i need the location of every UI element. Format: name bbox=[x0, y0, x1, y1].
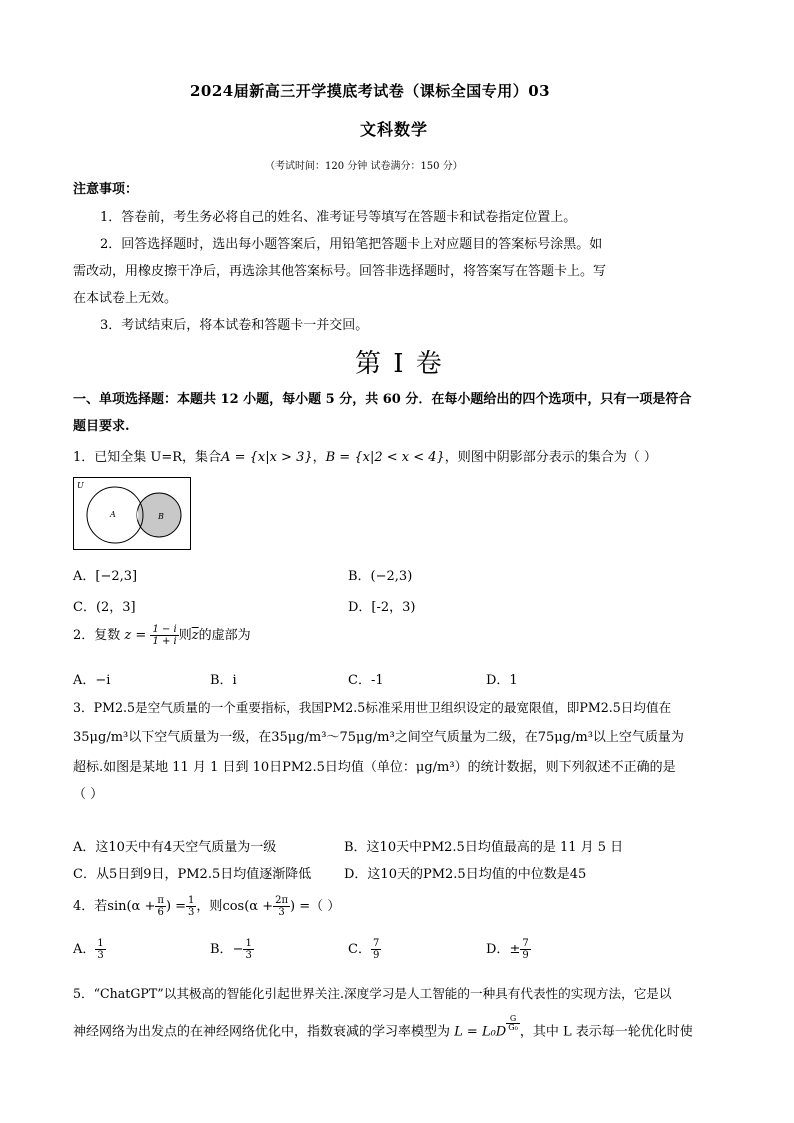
q4-text: 4．若 bbox=[73, 899, 108, 914]
notice-item: 在本试卷上无效。 bbox=[73, 291, 178, 306]
q3-line: 超标.如图是某地 11 月 1 日到 10日PM2.5日均值（单位：μg/m³）的统计数据，则下列叙述不正确的是 bbox=[73, 760, 676, 775]
q4-option-letter: B． bbox=[210, 942, 233, 957]
q3-option-a: A．这10天中有4天空气质量为一级 bbox=[73, 840, 277, 855]
section-heading-cont: 题目要求. bbox=[73, 419, 130, 434]
q1-option-d: D．[-2，3) bbox=[348, 600, 416, 615]
q1-text-tail: ，则图中阴影部分表示的集合为（ ） bbox=[444, 450, 657, 465]
venn-label-b: B bbox=[158, 512, 164, 521]
part-title: 第 I 卷 bbox=[355, 349, 444, 379]
q4-option-den: 9 bbox=[372, 950, 380, 961]
q4-option-num: 7 bbox=[372, 938, 380, 949]
q2-text-mid: 则 bbox=[178, 628, 192, 643]
q3-option-b: B．这10天中PM2.5日均值最高的是 11 月 5 日 bbox=[344, 840, 624, 855]
q2-z: z = bbox=[124, 628, 147, 643]
q4-option-frac bbox=[95, 938, 105, 961]
q4-frac-13 bbox=[186, 895, 196, 918]
q5-exponent bbox=[506, 1015, 520, 1032]
q4-option-c bbox=[348, 938, 381, 961]
q1-set-b: B = {x|2 < x < 4} bbox=[325, 450, 445, 465]
q2-text-tail: 的虚部为 bbox=[198, 628, 251, 643]
q3-line: （ ） bbox=[73, 787, 104, 802]
q4-option-b bbox=[210, 938, 254, 961]
q5-line: 5．“ChatGPT”以其极高的智能化引起世界关注.深度学习是人工智能的一种具有代表性的实现方法，它是以 bbox=[73, 986, 672, 1001]
q2-option-a: A．−i bbox=[73, 673, 111, 688]
q4-eq: ) = bbox=[165, 899, 187, 914]
q5-exp-den: G₀ bbox=[508, 1023, 518, 1032]
q3-line: 35μg/m³以下空气质量为一级，在35μg/m³～75μg/m³之间空气质量为二级，在75μg/m³以上空气质量为 bbox=[73, 730, 684, 745]
q1-option-c: C．(2，3] bbox=[73, 600, 136, 615]
question-1 bbox=[73, 446, 657, 465]
q4-frac-den: 6 bbox=[157, 907, 164, 918]
venn-label-a: A bbox=[110, 510, 116, 519]
q4-option-letter: A． bbox=[73, 942, 96, 957]
q4-frac-num: π bbox=[157, 895, 164, 906]
q3-line: 3．PM2.5是空气质量的一个重要指标，我国PM2.5标准采用世卫组织设定的最宽限值，即PM2.5日均值在 bbox=[73, 700, 672, 715]
subject-title: 文科数学 bbox=[360, 120, 429, 139]
question-2 bbox=[73, 624, 251, 647]
q4-text-tail: ) =（ ） bbox=[290, 899, 341, 914]
q3-option-c: C．从5日到9日，PM2.5日均值逐渐降低 bbox=[73, 867, 312, 882]
q4-option-frac bbox=[520, 938, 530, 961]
venn-diagram bbox=[73, 477, 191, 550]
q2-frac-den: 1 + i bbox=[152, 636, 177, 647]
question-4 bbox=[73, 895, 340, 918]
q4-option-sign: ± bbox=[509, 942, 521, 957]
q4-option-letter: C． bbox=[348, 942, 371, 957]
q4-expr-a: sin(α + bbox=[107, 899, 156, 914]
q4-option-num: 7 bbox=[522, 938, 529, 949]
q1-option-a: A．[−2,3] bbox=[73, 569, 138, 584]
q4-option-num: 1 bbox=[97, 938, 104, 949]
q5-text-tail: ，其中 L 表示每一轮优化时使 bbox=[519, 1024, 693, 1040]
q2-text: 2．复数 bbox=[73, 628, 121, 643]
q2-fraction bbox=[150, 624, 178, 647]
notice-item: 需改动，用橡皮擦干净后，再选涂其他答案标号。回答非选择题时，将答案写在答题卡上。写 bbox=[73, 264, 607, 279]
notice-item: 1．答卷前，考生务必将自己的姓名、准考证号等填写在答题卡和试卷指定位置上。 bbox=[100, 210, 577, 225]
q1-comma: ， bbox=[312, 450, 326, 465]
q1-option-b: B．(−2,3) bbox=[348, 569, 413, 584]
q2-option-d: D．1 bbox=[486, 673, 518, 688]
venn-label-u: U bbox=[77, 481, 84, 490]
notice-item: 3．考试结束后，将本试卷和答题卡一并交回。 bbox=[100, 318, 369, 333]
q2-zbar: $\overline{z}$ bbox=[191, 628, 199, 643]
q4-frac-den: 3 bbox=[278, 907, 285, 918]
q4-option-d bbox=[486, 938, 531, 961]
exam-info: （考试时间：120 分钟 试卷满分：150 分） bbox=[265, 161, 463, 172]
q5-formula: L = L₀D bbox=[454, 1024, 507, 1040]
q5-exp-num: G bbox=[506, 1015, 520, 1024]
q4-option-den: 3 bbox=[97, 950, 104, 961]
q4-frac-den: 3 bbox=[188, 907, 195, 918]
q2-frac-num: 1 − i bbox=[152, 624, 177, 635]
q4-frac-num: 1 bbox=[188, 895, 195, 906]
q4-option-a bbox=[73, 938, 106, 961]
q4-frac-num: 2π bbox=[275, 895, 289, 906]
q4-frac-pi6 bbox=[155, 895, 166, 918]
q4-option-frac bbox=[371, 938, 381, 961]
q4-option-num: 1 bbox=[245, 938, 252, 949]
q4-option-letter: D． bbox=[486, 942, 510, 957]
q4-option-sign: − bbox=[232, 942, 244, 957]
q3-option-d: D．这10天的PM2.5日均值的中位数是45 bbox=[344, 867, 587, 882]
section-heading: 一、单项选择题：本题共 12 小题，每小题 5 分，共 60 分．在每小题给出的四个选项中，只有一项是符合 bbox=[73, 392, 692, 407]
q1-text: 1．已知全集 U=R，集合 bbox=[73, 450, 222, 465]
q4-option-frac bbox=[243, 938, 253, 961]
notice-item: 2．回答选择题时，选出每小题答案后，用铅笔把答题卡上对应题目的答案标号涂黑。如 bbox=[100, 237, 603, 252]
q5-line-2 bbox=[73, 1015, 693, 1039]
q4-option-den: 9 bbox=[522, 950, 529, 961]
q2-option-c: C．-1 bbox=[348, 673, 384, 688]
q2-option-b: B．i bbox=[210, 673, 237, 688]
q4-option-den: 3 bbox=[245, 950, 252, 961]
q4-text-mid: ，则 bbox=[196, 899, 223, 914]
exam-title: 2024届新高三开学摸底考试卷（课标全国专用）03 bbox=[190, 82, 551, 100]
q4-frac-2pi3 bbox=[273, 895, 290, 918]
q1-set-a: A = {x|x > 3} bbox=[221, 450, 313, 465]
q4-expr-b: cos(α + bbox=[222, 899, 274, 914]
q5-text: 神经网络为出发点的在神经网络优化中，指数衰减的学习率模型为 bbox=[73, 1024, 451, 1040]
notice-heading: 注意事项： bbox=[73, 182, 139, 197]
